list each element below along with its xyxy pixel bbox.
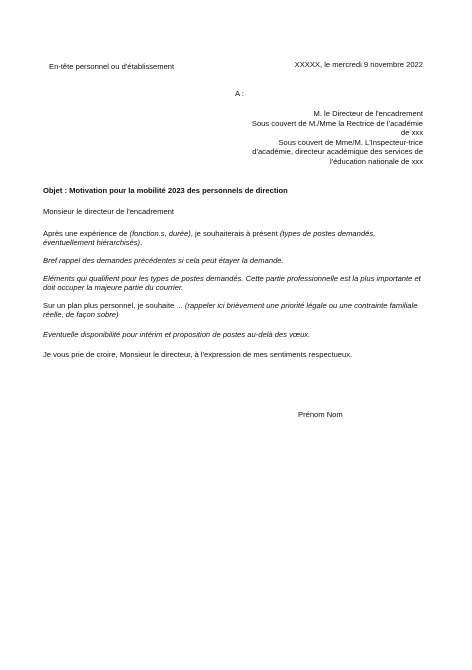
addressee-line: d'académie, directeur académique des services de: [252, 147, 423, 157]
p4-lead: Sur un plan plus personnel, je souhaite ...: [43, 301, 185, 310]
paragraph-previous-requests: Bref rappel des demandes précédentes si cela peut étayer la demande.: [43, 256, 284, 265]
place-date: XXXXX, le mercredi 9 novembre 2022: [294, 60, 423, 69]
addressee-line: de xxx: [401, 128, 423, 138]
paragraph-personal: [43, 301, 427, 320]
paragraph-availability: Eventuelle disponibilité pour intérim et proposition de postes au-delà des vœux.: [43, 330, 311, 339]
addressee-line: M. le Directeur de l'encadrement: [313, 109, 423, 118]
p1-mid: , je souhaiterais à présent: [190, 229, 280, 238]
p1-italic-functions: (fonction.s, durée): [129, 229, 191, 238]
p1-italic-posts: (types de postes demandés, éventuellement hiérarchisés): [43, 229, 376, 248]
p1-lead: Après une expérience de: [43, 229, 130, 238]
salutation: Monsieur le directeur de l'encadrement: [43, 207, 175, 216]
addressee-block: [203, 109, 423, 166]
addressee-line: Sous couvert de M./Mme la Rectrice de l'académie: [251, 118, 423, 128]
paragraph-qualifications: Eléments qui qualifient pour les types de postes demandés. Cette partie professionnelle est la plus importante et doit occuper la majeure partie du courrier.: [43, 274, 421, 293]
addressee-line: l'éducation nationale de xxx: [329, 156, 423, 166]
p4-italic: (rappeler ici brièvement une priorité légale ou une contrainte familiale réelle, de façon sobre): [43, 301, 418, 320]
closing-formula: Je vous prie de croire, Monsieur le directeur, à l'expression de mes sentiments respectueux.: [43, 350, 353, 359]
addressee-line: Sous couvert de Mme/M. L'Inspecteur-trice: [278, 137, 423, 147]
subject-line: Objet : Motivation pour la mobilité 2023 des personnels de direction: [43, 186, 288, 195]
p1-end: .: [140, 238, 143, 248]
addressee-label: A :: [235, 89, 244, 98]
letterhead-text: En-tête personnel ou d'établissement: [49, 62, 175, 71]
paragraph-experience: [43, 229, 427, 248]
signature: Prénom Nom: [298, 410, 343, 419]
